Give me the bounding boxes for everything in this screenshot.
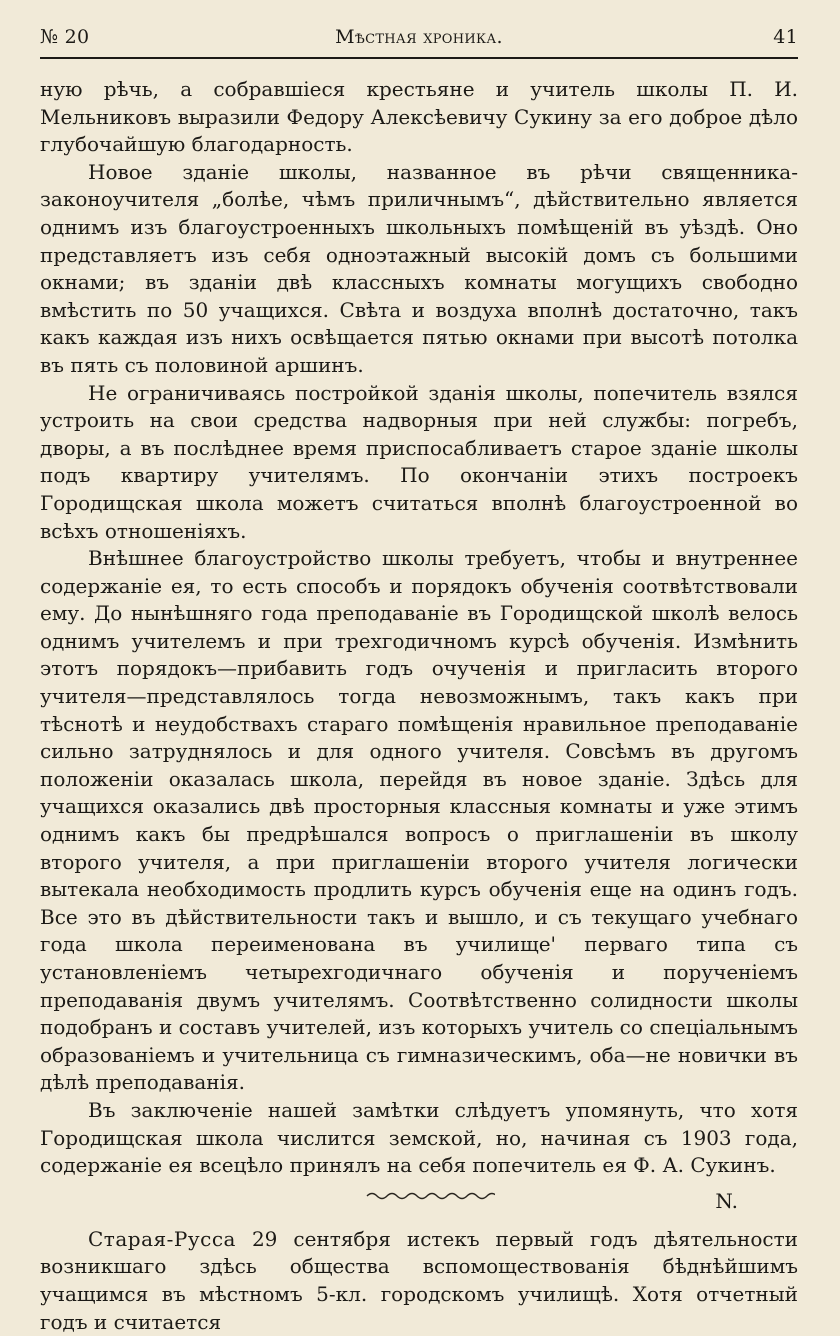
paragraph-3: Не ограничиваясь постройкой зданія школы, попечитель взялся устроить на свои средства надворныя при ней службы: погребъ, дворы, а въ послѣднее время приспосабливаетъ старое зданіе школы подъ квартиру учителямъ. По окончаніи этихъ построекъ Городищская школа можетъ считаться вполнѣ благоустроенной во всѣхъ отношеніяхъ. [40,380,798,543]
paragraph-5: Въ заключеніе нашей замѣтки слѣдуетъ упомянуть, что хотя Городищская школа числится земской, но, начиная съ 1903 года, содержаніе ея всецѣло принялъ на себя попечитель ея Ф. А. Сукинъ. [40,1097,798,1178]
page-number: 41 [773,26,798,48]
news-text: 29 сентября истекъ первый годъ дѣятельности возникшаго здѣсь общества вспомоществованія бѣднѣйшимъ учащимся въ мѣстномъ 5-кл. городскомъ училищѣ. Хотя отчетный годъ и считается [40,1226,798,1334]
article-body [40,76,798,1336]
author-signature: N. [715,1188,738,1213]
paragraph-4: Внѣшнее благоустройство школы требуетъ, чтобы и внутреннее содержаніе ея, то есть способъ и порядокъ обученія соотвѣтствовали ему. До нынѣшняго года преподаваніе въ Городищской школѣ велось однимъ учителемъ и при трехгодичномъ курсѣ обученія. Измѣнить этотъ порядокъ—прибавить годъ очученія и пригласить второго учителя—представлялось тогда невозможнымъ, такъ какъ при тѣснотѣ и неудобствахъ стараго помѣщенія нравильное преподаваніе сильно затруднялось и для одного учителя. Совсѣмъ въ другомъ положеніи оказалась школа, перейдя въ новое зданіе. Здѣсь для учащихся оказались двѣ просторныя классныя комнаты и уже этимъ однимъ какъ бы предрѣшался вопросъ о приглашеніи въ школу второго учителя, а при приглашеніи второго учителя логически вытекала необходимость продлить курсъ обученія еще на одинъ годъ. Все это въ дѣйствительности такъ и вышло, и съ текущаго учебнаго года школа переименована въ училище' перваго типа съ установленіемъ четырехгодичнаго обученія и порученіемъ преподаванія двумъ учителямъ. Соотвѣтственно солидности школы подобранъ и составъ учителей, изъ которыхъ учитель со спеціальнымъ образованіемъ и учительница съ гимназическимъ, оба—не новички въ дѣлѣ преподаванія. [40,546,798,1095]
page-header [40,26,798,56]
running-title: Мѣстная хроника. [335,26,503,48]
header-rule [40,57,798,59]
paragraph-2: Новое зданіе школы, названное въ рѣчи священника-законоучителя „болѣе, чѣмъ приличнымъ“, дѣйствительно является однимъ изъ благоустроенныхъ школьныхъ помѣщеній въ уѣздѣ. Оно представляетъ изъ себя одноэтажный высокій домъ съ большими окнами; въ зданіи двѣ классныхъ комнаты могущихъ свободно вмѣстить по 50 учащихся. Свѣта и воздуха вполнѣ достаточно, такъ какъ каждая изъ нихъ освѣщается пятью окнами при высотѣ потолка въ пять съ половиной аршинъ. [40,159,798,377]
wavy-ornament-icon [365,1190,495,1202]
signature-row [40,1182,798,1226]
news-place: Старая-Русса [88,1226,236,1251]
news-item [40,1226,798,1336]
issue-number: № 20 [40,26,90,48]
paragraph-1: ную рѣчь, а собравшіеся крестьяне и учитель школы П. И. Мельниковъ выразили Федору Алексѣевичу Сукину за его доброе дѣло глубочайшую благодарность. [40,77,798,157]
